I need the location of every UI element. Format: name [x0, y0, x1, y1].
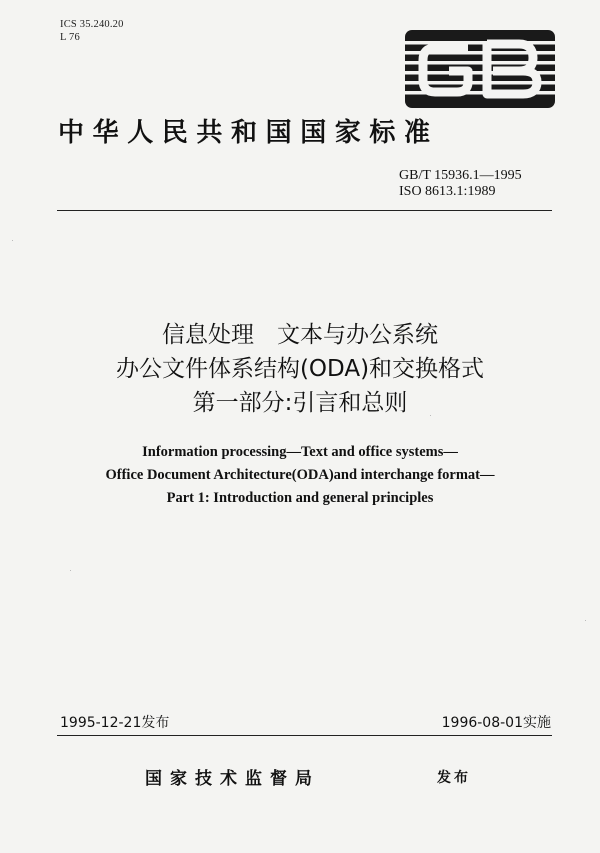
implementation-date: 1996-08-01实施: [441, 715, 551, 731]
ics-code: ICS 35.240.20: [60, 19, 124, 30]
scan-speck: [430, 415, 431, 416]
scan-speck: [585, 620, 586, 621]
publisher-name: 国家技术监督局: [145, 769, 320, 789]
publish-label: 发布: [437, 770, 471, 786]
standard-numbers: [399, 168, 522, 200]
english-title-line-2: Office Document Architecture(ODA)and interchange format—: [105, 467, 495, 483]
chinese-title-line-3: 第一部分:引言和总则: [192, 390, 408, 416]
chinese-title-line-2: 办公文件体系结构(ODA)和交换格式: [115, 356, 485, 382]
gb-standard-number: GB/T 15936.1—1995: [399, 168, 522, 183]
scan-speck: [12, 240, 13, 241]
english-title: [40, 441, 560, 510]
scan-speck: [70, 570, 71, 571]
english-title-line-1: Information processing—Text and office systems—: [142, 444, 458, 460]
english-title-line-3: Part 1: Introduction and general principles: [166, 490, 434, 506]
issue-date: 1995-12-21发布: [60, 715, 170, 731]
classification-code: L 76: [60, 32, 80, 43]
top-divider: [57, 210, 552, 211]
iso-standard-number: ISO 8613.1:1989: [399, 184, 496, 199]
gb-logo: [405, 30, 555, 108]
classification-codes: [60, 18, 124, 44]
series-title: 中华人民共和国国家标准: [58, 118, 439, 148]
chinese-title-line-1: 信息处理 文本与办公系统: [162, 322, 438, 348]
bottom-divider: [57, 735, 552, 736]
chinese-title: [40, 318, 560, 420]
